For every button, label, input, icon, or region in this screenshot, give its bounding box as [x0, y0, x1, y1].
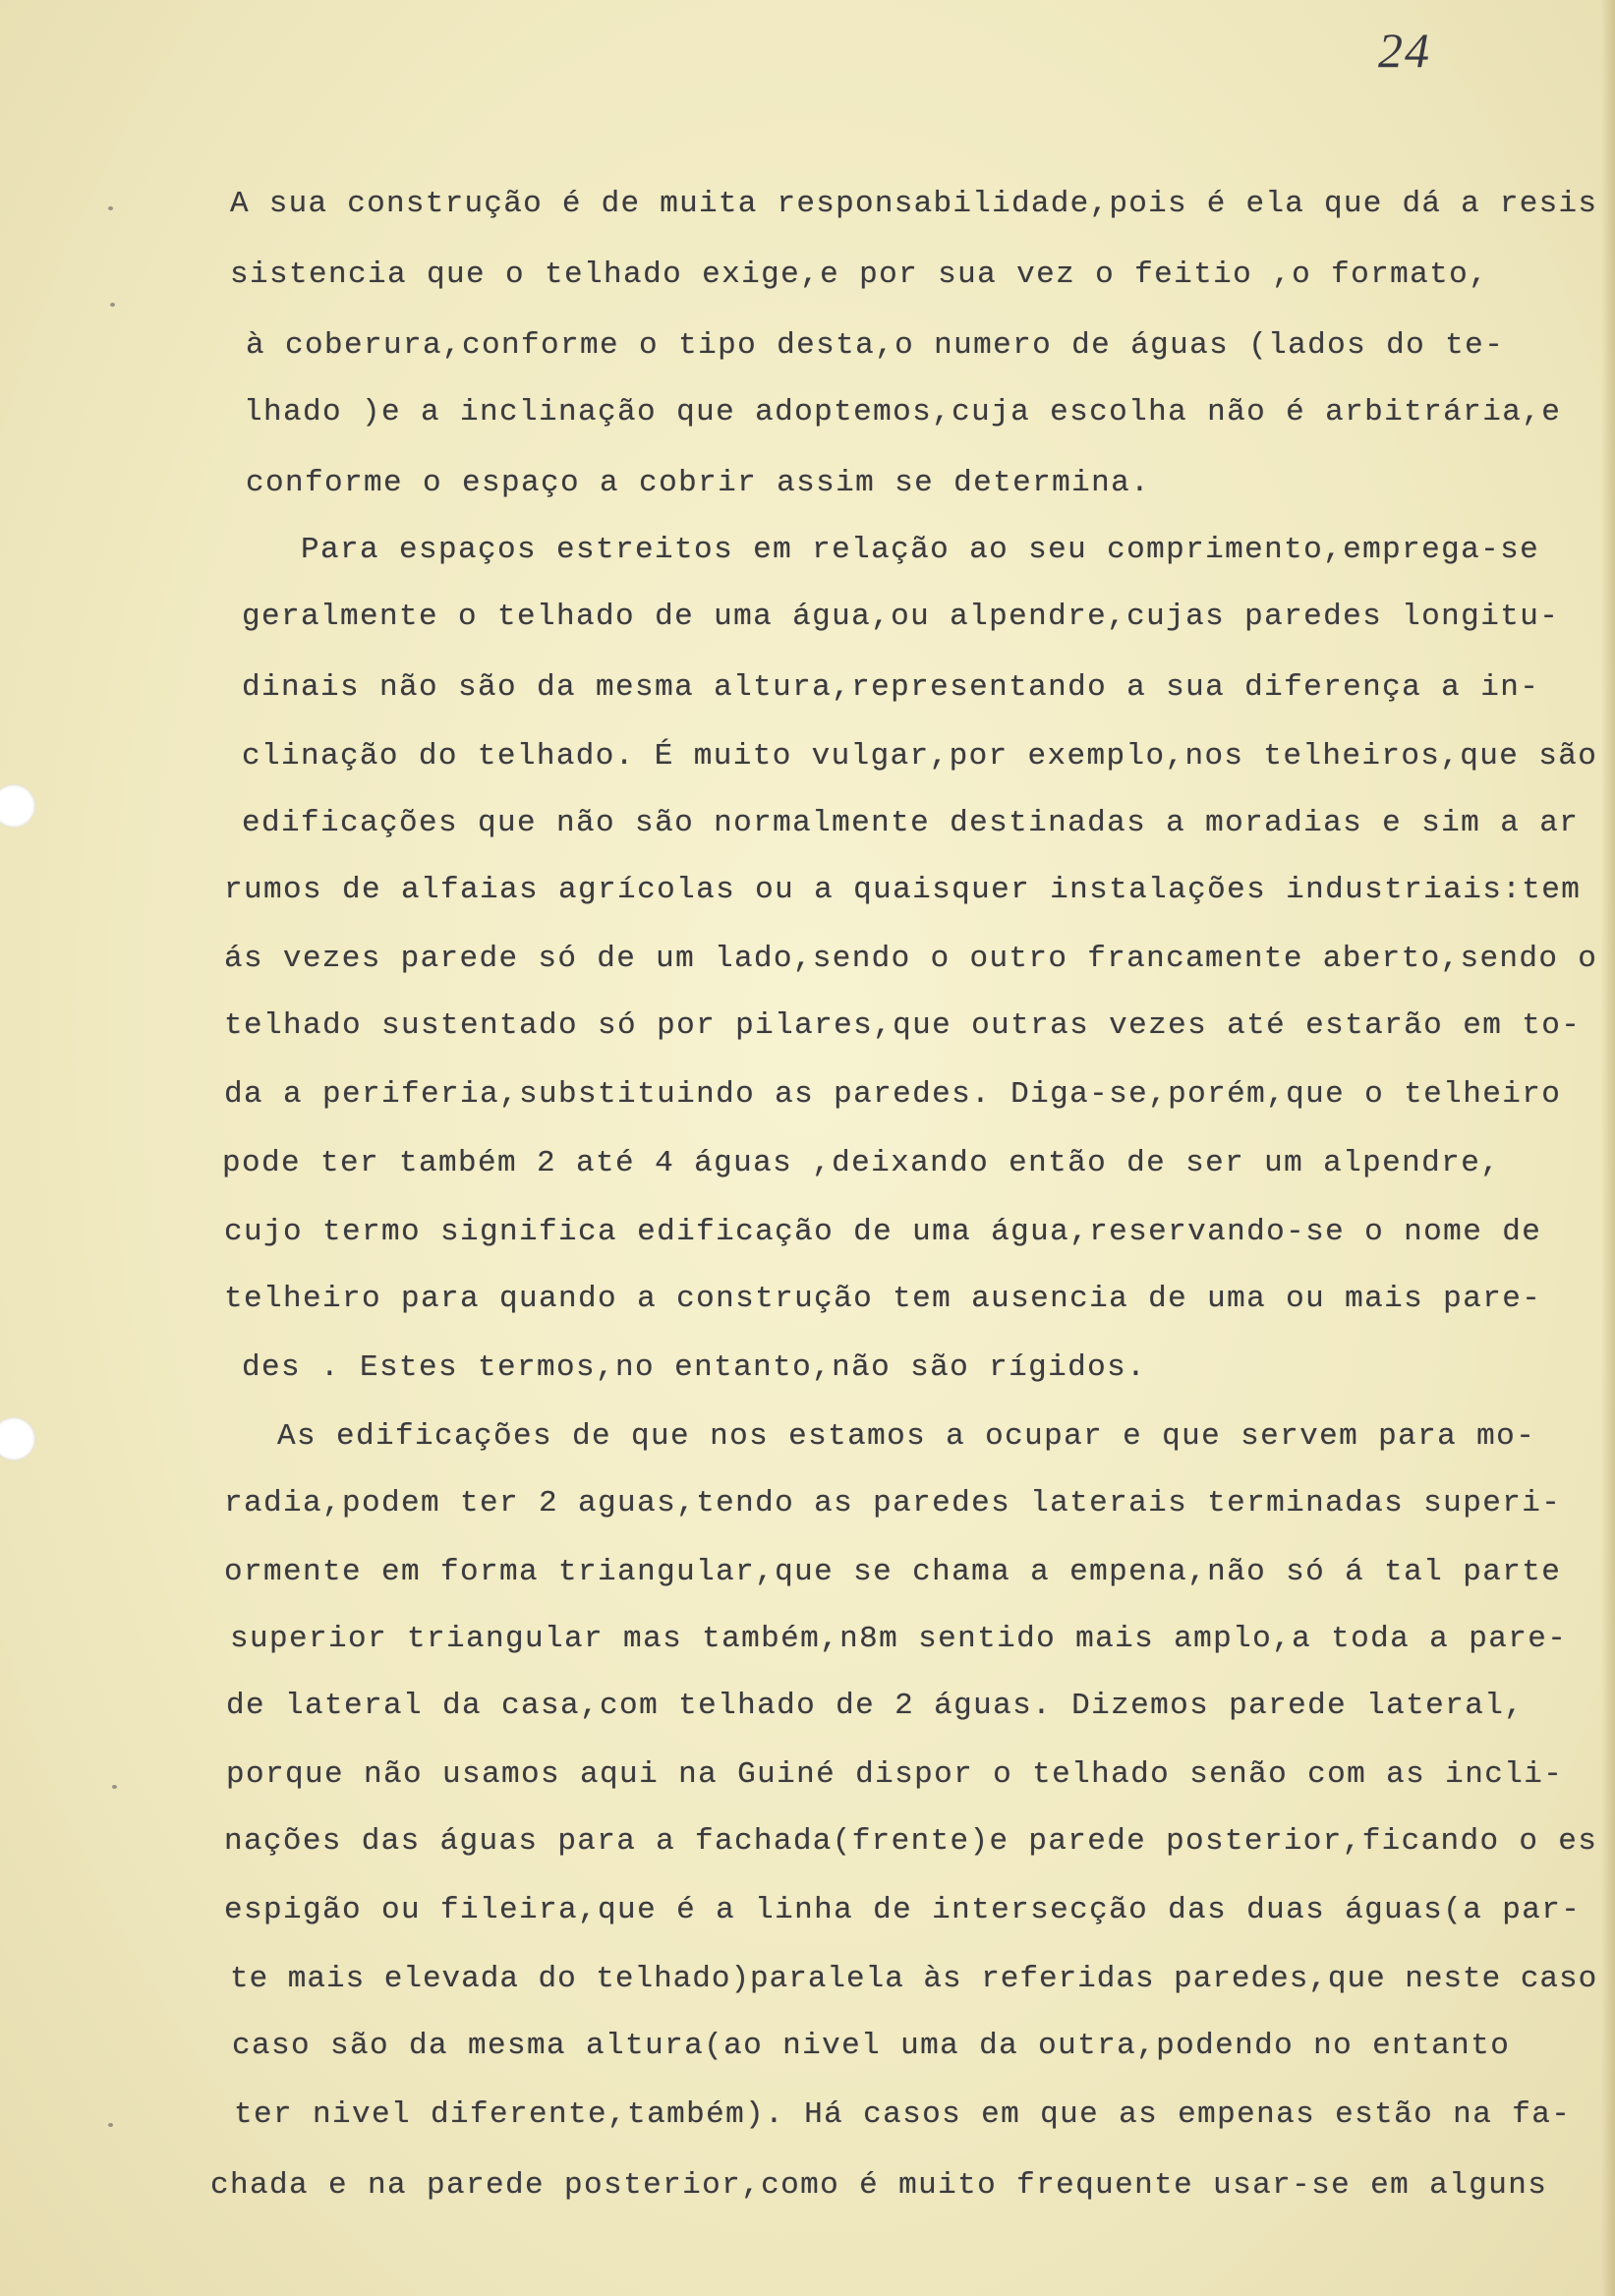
text-line: ás vezes parede só de um lado,sendo o outro francamente aberto,sendo o — [224, 942, 1598, 976]
text-line: chada e na parede posterior,como é muito frequente usar-se em alguns — [210, 2168, 1548, 2203]
text-line: sistencia que o telhado exige,e por sua vez o feitio ,o formato, — [230, 258, 1489, 292]
text-line: te mais elevada do telhado)paralela às referidas paredes,que neste caso — [230, 1962, 1598, 1996]
text-line: clinação do telhado. É muito vulgar,por exemplo,nos telheiros,que são — [242, 739, 1598, 774]
text-line: A sua construção é de muita responsabilidade,pois é ela que dá a resis — [230, 187, 1598, 221]
text-line: porque não usamos aqui na Guiné dispor o telhado senão com as incli- — [226, 1757, 1564, 1792]
text-line: superior triangular mas também,n8m sentido mais amplo,a toda a pare- — [230, 1622, 1568, 1656]
text-line: telheiro para quando a construção tem ausencia de uma ou mais pare- — [224, 1282, 1542, 1316]
text-line: de lateral da casa,com telhado de 2 águas. Dizemos parede lateral, — [226, 1689, 1525, 1723]
text-line: rumos de alfaias agrícolas ou a quaisquer instalações industriais:tem — [224, 873, 1582, 907]
text-line: edificações que não são normalmente destinadas a moradias e sim a ar — [242, 806, 1580, 840]
text-line: As edificações de que nos estamos a ocupar e que servem para mo- — [277, 1419, 1536, 1454]
text-line: ormente em forma triangular,que se chama a empena,não só á tal parte — [224, 1555, 1562, 1589]
text-line: da a periferia,substituindo as paredes. Diga-se,porém,que o telheiro — [224, 1077, 1562, 1112]
text-line: espigão ou fileira,que é a linha de intersecção das duas águas(a par- — [224, 1893, 1582, 1927]
text-line: cujo termo significa edificação de uma água,reservando-se o nome de — [224, 1215, 1542, 1249]
text-line: à coberura,conforme o tipo desta,o numero de águas (lados do te- — [246, 328, 1505, 363]
text-line: des . Estes termos,no entanto,não são rígidos. — [242, 1350, 1147, 1385]
text-line: dinais não são da mesma altura,representando a sua diferença a in- — [242, 670, 1540, 705]
text-line: geralmente o telhado de uma água,ou alpendre,cujas paredes longitu- — [242, 600, 1560, 634]
text-line: lhado )e a inclinação que adoptemos,cuja escolha não é arbitrária,e — [244, 395, 1562, 430]
text-line: telhado sustentado só por pilares,que outras vezes até estarão em to- — [224, 1008, 1582, 1043]
text-line: pode ter também 2 até 4 águas ,deixando então de ser um alpendre, — [222, 1146, 1501, 1180]
text-line: nações das águas para a fachada(frente)e parede posterior,ficando o es — [224, 1824, 1598, 1859]
text-line: conforme o espaço a cobrir assim se determina. — [246, 466, 1151, 500]
text-line: radia,podem ter 2 aguas,tendo as paredes laterais terminadas superi- — [224, 1486, 1562, 1521]
page-number: 24 — [1378, 23, 1431, 78]
text-line: ter nivel diferente,também). Há casos em que as empenas estão na fa- — [234, 2097, 1572, 2132]
text-line: Para espaços estreitos em relação ao seu comprimento,emprega-se — [301, 533, 1540, 567]
text-line: caso são da mesma altura(ao nivel uma da outra,podendo no entanto — [232, 2029, 1511, 2063]
